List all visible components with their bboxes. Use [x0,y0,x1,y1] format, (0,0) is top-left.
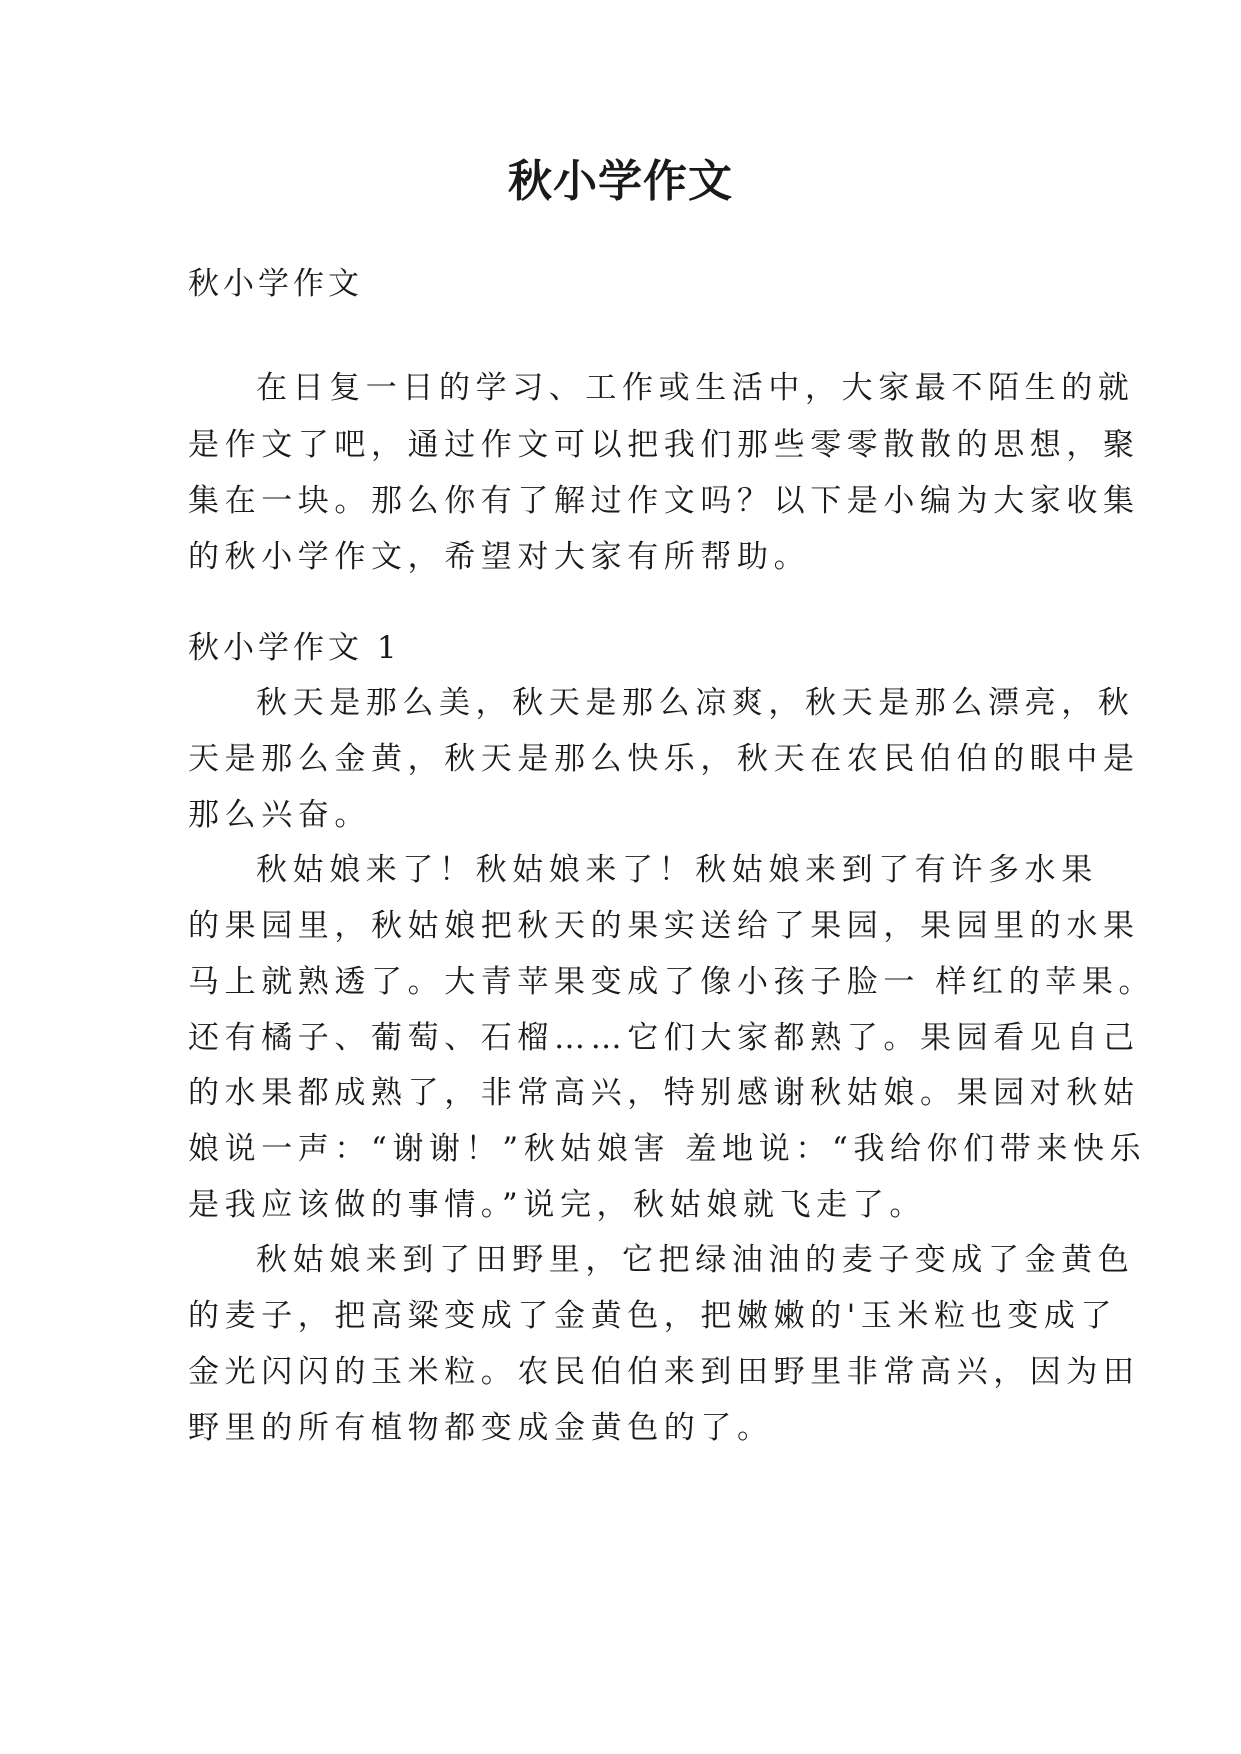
paragraph-line: 娘说一声：“谢谢！”秋姑娘害 羞地说：“我给你们带来快乐 [188,1131,1147,1167]
intro-line: 在日复一日的学习、工作或生活中，大家最不陌生的就 [256,370,1135,406]
paragraph-line: 的水果都成熟了，非常高兴，特别感谢秋姑娘。果园对秋姑 [188,1075,1140,1111]
paragraph-line: 野里的所有植物都变成金黄色的了。 [188,1410,774,1446]
intro-line: 是作文了吧，通过作文可以把我们那些零零散散的思想，聚 [188,427,1140,463]
essay-heading: 秋小学作文 1 [188,630,401,666]
paragraph-line: 是我应该做的事情。”说完，秋姑娘就飞走了。 [188,1187,926,1223]
intro-line: 集在一块。那么你有了解过作文吗？以下是小编为大家收集 [188,483,1140,519]
paragraph-line: 秋天是那么美，秋天是那么凉爽，秋天是那么漂亮，秋 [256,685,1135,721]
paragraph-line: 秋姑娘来了！秋姑娘来了！秋姑娘来到了有许多水果 [256,852,1098,888]
paragraph-line: 金光闪闪的玉米粒。农民伯伯来到田野里非常高兴，因为田 [188,1354,1140,1390]
paragraph-line: 还有橘子、葡萄、石榴……它们大家都熟了。果园看见自己 [188,1020,1140,1056]
paragraph-line: 那么兴奋。 [188,797,371,833]
paragraph-line: 天是那么金黄，秋天是那么快乐，秋天在农民伯伯的眼中是 [188,741,1140,777]
paragraph-line: 马上就熟透了。大青苹果变成了像小孩子脸一 样红的苹果。 [188,964,1156,1000]
paragraph-line: 的麦子，把高粱变成了金黄色，把嫩嫩的'玉米粒也变成了 [188,1298,1118,1334]
document-title: 秋小学作文 [508,156,733,207]
intro-line: 的秋小学作文，希望对大家有所帮助。 [188,539,811,575]
paragraph-line: 秋姑娘来到了田野里，它把绿油油的麦子变成了金黄色 [256,1242,1135,1278]
paragraph-line: 的果园里，秋姑娘把秋天的果实送给了果园，果园里的水果 [188,908,1140,944]
document-subtitle: 秋小学作文 [188,266,363,302]
